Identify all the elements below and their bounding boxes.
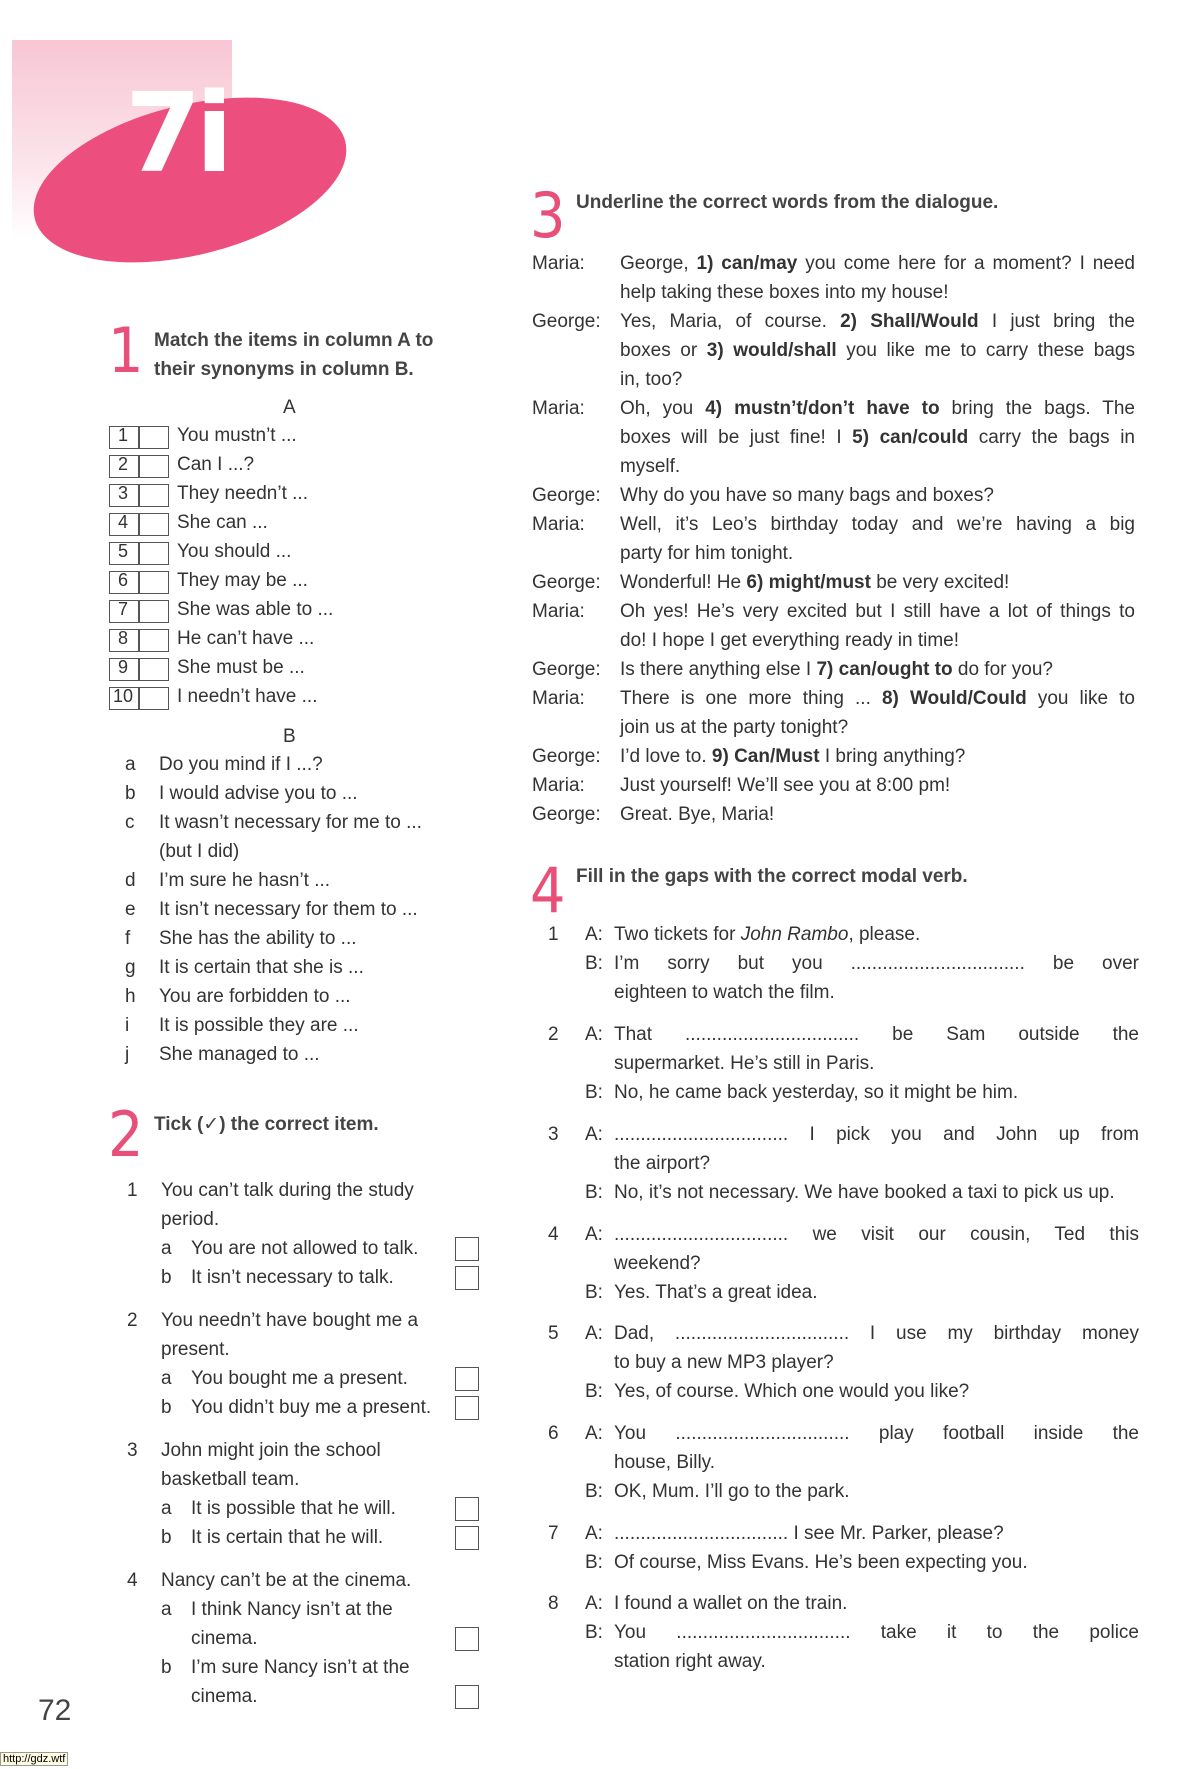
choice-options[interactable]: 2) Shall/Would	[840, 311, 979, 332]
item-letter: h	[125, 986, 136, 1007]
dialogue-line: Well, it’s Leo’s birthday today and we’re having a big	[620, 514, 1135, 535]
exercise-3-number: 3	[530, 179, 566, 252]
tick-box[interactable]	[455, 1497, 479, 1521]
speaker-name: George:	[532, 311, 601, 332]
column-a-item: She was able to ...	[177, 599, 334, 620]
choice-options[interactable]: 6) might/must	[746, 572, 871, 593]
choice-options[interactable]: 1) can/may	[696, 253, 798, 274]
speaker-b-line[interactable]: Yes. That’s a great idea.	[614, 1282, 818, 1303]
speaker-a-label: A:	[585, 1523, 603, 1544]
speaker-b-line[interactable]: OK, Mum. I’ll go to the park.	[614, 1481, 850, 1502]
option-a-text: You are not allowed to talk.	[191, 1238, 419, 1259]
item-number: 6	[117, 570, 128, 590]
dialogue-line: Yes, Maria, of course. 2) Shall/Would I just bring the	[620, 311, 1135, 332]
dialogue-line: Oh yes! He’s very excited but I still have a lot of things to	[620, 601, 1135, 622]
dialogue-line: in, too?	[620, 369, 683, 390]
tick-box[interactable]	[455, 1526, 479, 1550]
item-number: 8	[117, 628, 128, 648]
speaker-b-label: B:	[585, 1481, 603, 1502]
question-stem: You needn’t have bought me a	[161, 1310, 419, 1331]
question-number: 2	[127, 1310, 138, 1331]
speaker-a-line[interactable]: I found a wallet on the train.	[614, 1593, 848, 1614]
exercise-4-number: 4	[530, 854, 566, 927]
speaker-name: Maria:	[532, 775, 585, 796]
column-b-item: She managed to ...	[159, 1044, 320, 1065]
option-letter: a	[161, 1238, 172, 1259]
column-a-item: She must be ...	[177, 657, 305, 678]
dialogue-line: Great. Bye, Maria!	[620, 804, 775, 825]
item-letter: f	[125, 928, 131, 949]
speaker-b-label: B:	[585, 1182, 603, 1203]
item-number: 1	[117, 425, 128, 445]
speaker-name: George:	[532, 659, 601, 680]
exercise-4-instruction: Fill in the gaps with the correct modal verb.	[576, 866, 968, 887]
speaker-a-label: A:	[585, 1323, 603, 1344]
exercise-2-instruction: Tick (✓) the correct item.	[154, 1114, 379, 1135]
choice-options[interactable]: 3) would/shall	[706, 340, 837, 361]
item-letter: j	[125, 1044, 130, 1065]
speaker-b-line[interactable]: You ................................. take it to the police	[614, 1622, 1139, 1643]
speaker-a-label: A:	[585, 1124, 603, 1145]
answer-box[interactable]	[139, 542, 169, 565]
exercise-1-instruction: Match the items in column A to their synonyms in column B.	[154, 330, 434, 380]
item-number: 10	[112, 686, 134, 706]
option-letter: b	[161, 1527, 172, 1548]
item-letter: c	[125, 812, 135, 833]
unit-label: 7i	[125, 69, 228, 197]
option-letter: b	[161, 1397, 172, 1418]
answer-box[interactable]	[139, 455, 169, 478]
gap-item-number: 1	[548, 924, 559, 945]
speaker-a-line[interactable]: You ................................. play football inside the	[614, 1423, 1139, 1444]
speaker-name: Maria:	[532, 688, 585, 709]
speaker-b-line[interactable]: Yes, of course. Which one would you like?	[614, 1381, 970, 1402]
gap-item-number: 3	[548, 1124, 559, 1145]
dialogue-line: Just yourself! We’ll see you at 8:00 pm!	[620, 775, 951, 796]
column-b-item: Do you mind if I ...?	[159, 754, 323, 775]
speaker-a-line: house, Billy.	[614, 1452, 716, 1473]
question-stem: present.	[161, 1339, 230, 1360]
column-a-item: You mustn’t ...	[177, 425, 297, 446]
speaker-b-line[interactable]: Of course, Miss Evans. He’s been expecting you.	[614, 1552, 1028, 1573]
speaker-a-label: A:	[585, 1593, 603, 1614]
speaker-a-line: to buy a new MP3 player?	[614, 1352, 834, 1373]
option-letter: a	[161, 1498, 172, 1519]
answer-box[interactable]	[139, 600, 169, 623]
answer-box[interactable]	[139, 484, 169, 507]
option-b-text: cinema.	[191, 1686, 258, 1707]
question-number: 4	[127, 1570, 138, 1591]
column-a-item: He can’t have ...	[177, 628, 315, 649]
column-b-heading: B	[283, 726, 296, 747]
exercise-1-number: 1	[108, 314, 144, 387]
speaker-name: George:	[532, 485, 601, 506]
speaker-a-line[interactable]: Two tickets for John Rambo, please.	[614, 924, 921, 945]
option-a-text: It is possible that he will.	[191, 1498, 396, 1519]
item-letter: b	[125, 783, 136, 804]
speaker-a-line[interactable]: That ................................. be Sam outside the	[614, 1024, 1139, 1045]
dialogue-line: help taking these boxes into my house!	[620, 282, 949, 303]
option-letter: a	[161, 1599, 172, 1620]
speaker-b-line: station right away.	[614, 1651, 766, 1672]
item-number: 9	[117, 657, 128, 677]
column-a-item: They may be ...	[177, 570, 308, 591]
speaker-a-line[interactable]: ................................. we visit our cousin, Ted this	[614, 1224, 1139, 1245]
speaker-name: George:	[532, 572, 601, 593]
question-stem: Nancy can’t be at the cinema.	[161, 1570, 412, 1591]
dialogue-line: Is there anything else I 7) can/ought to do for you?	[620, 659, 1053, 680]
choice-options[interactable]: 9) Can/Must	[711, 746, 820, 767]
question-stem: You can’t talk during the study	[161, 1180, 414, 1201]
dialogue-line: Why do you have so many bags and boxes?	[620, 485, 994, 506]
dialogue-line: boxes will be just fine! I 5) can/could carry the bags in	[620, 427, 1135, 448]
item-number: 5	[117, 541, 128, 561]
tick-box[interactable]	[455, 1237, 479, 1261]
speaker-a-line: weekend?	[614, 1253, 701, 1274]
choice-options[interactable]: 5) can/could	[852, 427, 969, 448]
choice-options[interactable]: 8) Would/Could	[881, 688, 1027, 709]
column-b-item: I’m sure he hasn’t ...	[159, 870, 331, 891]
option-a-text: cinema.	[191, 1628, 258, 1649]
speaker-name: Maria:	[532, 398, 585, 419]
column-a-item: Can I ...?	[177, 454, 255, 475]
option-b-text: You didn’t buy me a present.	[191, 1397, 432, 1418]
speaker-b-line[interactable]: No, it’s not necessary. We have booked a taxi to pick us up.	[614, 1182, 1115, 1203]
column-b-item: It isn’t necessary for them to ...	[159, 899, 418, 920]
tick-box[interactable]	[455, 1396, 479, 1420]
item-number: 3	[117, 483, 128, 503]
speaker-b-line[interactable]: No, he came back yesterday, so it might be him.	[614, 1082, 1019, 1103]
speaker-a-line: the airport?	[614, 1153, 711, 1174]
item-letter: g	[125, 957, 136, 978]
dialogue-line: join us at the party tonight?	[620, 717, 849, 738]
gap-item-number: 8	[548, 1593, 559, 1614]
column-a-item: They needn’t ...	[177, 483, 308, 504]
column-a-item: She can ...	[177, 512, 268, 533]
item-number: 2	[117, 454, 128, 474]
tick-box[interactable]	[455, 1266, 479, 1290]
question-number: 3	[127, 1440, 138, 1461]
tick-box[interactable]	[455, 1367, 479, 1391]
item-letter: e	[125, 899, 136, 920]
choice-options[interactable]: 4) mustn’t/don’t have to	[705, 398, 940, 419]
speaker-a-label: A:	[585, 1423, 603, 1444]
tick-box[interactable]	[455, 1627, 479, 1651]
option-letter: b	[161, 1657, 172, 1678]
speaker-b-line: eighteen to watch the film.	[614, 982, 835, 1003]
exercise-2-number: 2	[108, 1098, 144, 1171]
dialogue-line: party for him tonight.	[620, 543, 794, 564]
gap-item-number: 4	[548, 1224, 559, 1245]
question-stem: John might join the school	[161, 1440, 381, 1461]
answer-box[interactable]	[139, 513, 169, 536]
dialogue-line: do! I hope I get everything ready in time!	[620, 630, 960, 651]
gap-item-number: 5	[548, 1323, 559, 1344]
speaker-name: George:	[532, 804, 601, 825]
speaker-name: Maria:	[532, 514, 585, 535]
answer-box[interactable]	[139, 629, 169, 652]
speaker-b-label: B:	[585, 1622, 603, 1643]
gap-item-number: 6	[548, 1423, 559, 1444]
dialogue-line: Oh, you 4) mustn’t/don’t have to bring the bags. The	[620, 398, 1135, 419]
gap-item-number: 7	[548, 1523, 559, 1544]
dialogue-line: myself.	[620, 456, 681, 477]
page-number: 72	[38, 1694, 72, 1727]
item-letter: d	[125, 870, 136, 891]
answer-box[interactable]	[139, 426, 169, 449]
column-b-item: It wasn’t necessary for me to ...	[159, 812, 422, 833]
question-number: 1	[127, 1180, 138, 1201]
column-b-item: She has the ability to ...	[159, 928, 357, 949]
question-stem: period.	[161, 1209, 220, 1230]
speaker-b-label: B:	[585, 1552, 603, 1573]
answer-box[interactable]	[139, 571, 169, 594]
column-b-item: You are forbidden to ...	[159, 986, 351, 1007]
speaker-b-label: B:	[585, 1381, 603, 1402]
speaker-a-line[interactable]: Dad, ................................. I use my birthday money	[614, 1323, 1139, 1344]
speaker-a-line[interactable]: ................................. I pick you and John up from	[614, 1124, 1139, 1145]
speaker-b-line[interactable]: I’m sorry but you ................................. be over	[614, 953, 1139, 974]
column-a-item: You should ...	[177, 541, 292, 562]
item-number: 4	[117, 512, 128, 532]
column-b-item: It is possible they are ...	[159, 1015, 359, 1036]
speaker-b-label: B:	[585, 1282, 603, 1303]
option-a-text: You bought me a present.	[191, 1368, 408, 1389]
answer-box[interactable]	[139, 687, 169, 710]
speaker-name: Maria:	[532, 253, 585, 274]
column-b-item: I would advise you to ...	[159, 783, 358, 804]
item-letter: a	[125, 754, 136, 775]
option-letter: b	[161, 1267, 172, 1288]
speaker-a-label: A:	[585, 1024, 603, 1045]
dialogue-line: There is one more thing ... 8) Would/Could you like to	[620, 688, 1136, 709]
option-b-text: It isn’t necessary to talk.	[191, 1267, 394, 1288]
option-b-text: I’m sure Nancy isn’t at the	[191, 1657, 410, 1678]
option-letter: a	[161, 1368, 172, 1389]
speaker-a-line: supermarket. He’s still in Paris.	[614, 1053, 875, 1074]
speaker-b-label: B:	[585, 1082, 603, 1103]
speaker-a-line[interactable]: ................................. I see Mr. Parker, please?	[614, 1523, 1004, 1544]
exercise-3-instruction: Underline the correct words from the dialogue.	[576, 192, 999, 213]
speaker-b-label: B:	[585, 953, 603, 974]
answer-box[interactable]	[139, 658, 169, 681]
item-letter: i	[125, 1015, 130, 1036]
gap-item-number: 2	[548, 1024, 559, 1045]
column-a-heading: A	[283, 397, 296, 418]
question-stem: basketball team.	[161, 1469, 300, 1490]
tick-box[interactable]	[455, 1685, 479, 1709]
speaker-a-label: A:	[585, 924, 603, 945]
item-number: 7	[117, 599, 128, 619]
speaker-a-label: A:	[585, 1224, 603, 1245]
dialogue-line: I’d love to. 9) Can/Must I bring anything?	[620, 746, 966, 767]
option-a-text: I think Nancy isn’t at the	[191, 1599, 393, 1620]
dialogue-line: boxes or 3) would/shall you like me to carry these bags	[620, 340, 1135, 361]
column-b-item: It is certain that she is ...	[159, 957, 364, 978]
dialogue-line: George, 1) can/may you come here for a moment? I need	[620, 253, 1135, 274]
choice-options[interactable]: 7) can/ought to	[816, 659, 953, 680]
footer-link[interactable]: http://gdz.wtf	[0, 1752, 68, 1766]
column-a-item: I needn’t have ...	[177, 686, 318, 707]
column-b-item: (but I did)	[159, 841, 240, 862]
option-b-text: It is certain that he will.	[191, 1527, 384, 1548]
speaker-name: Maria:	[532, 601, 585, 622]
dialogue-line: Wonderful! He 6) might/must be very excited!	[620, 572, 1010, 593]
speaker-name: George:	[532, 746, 601, 767]
